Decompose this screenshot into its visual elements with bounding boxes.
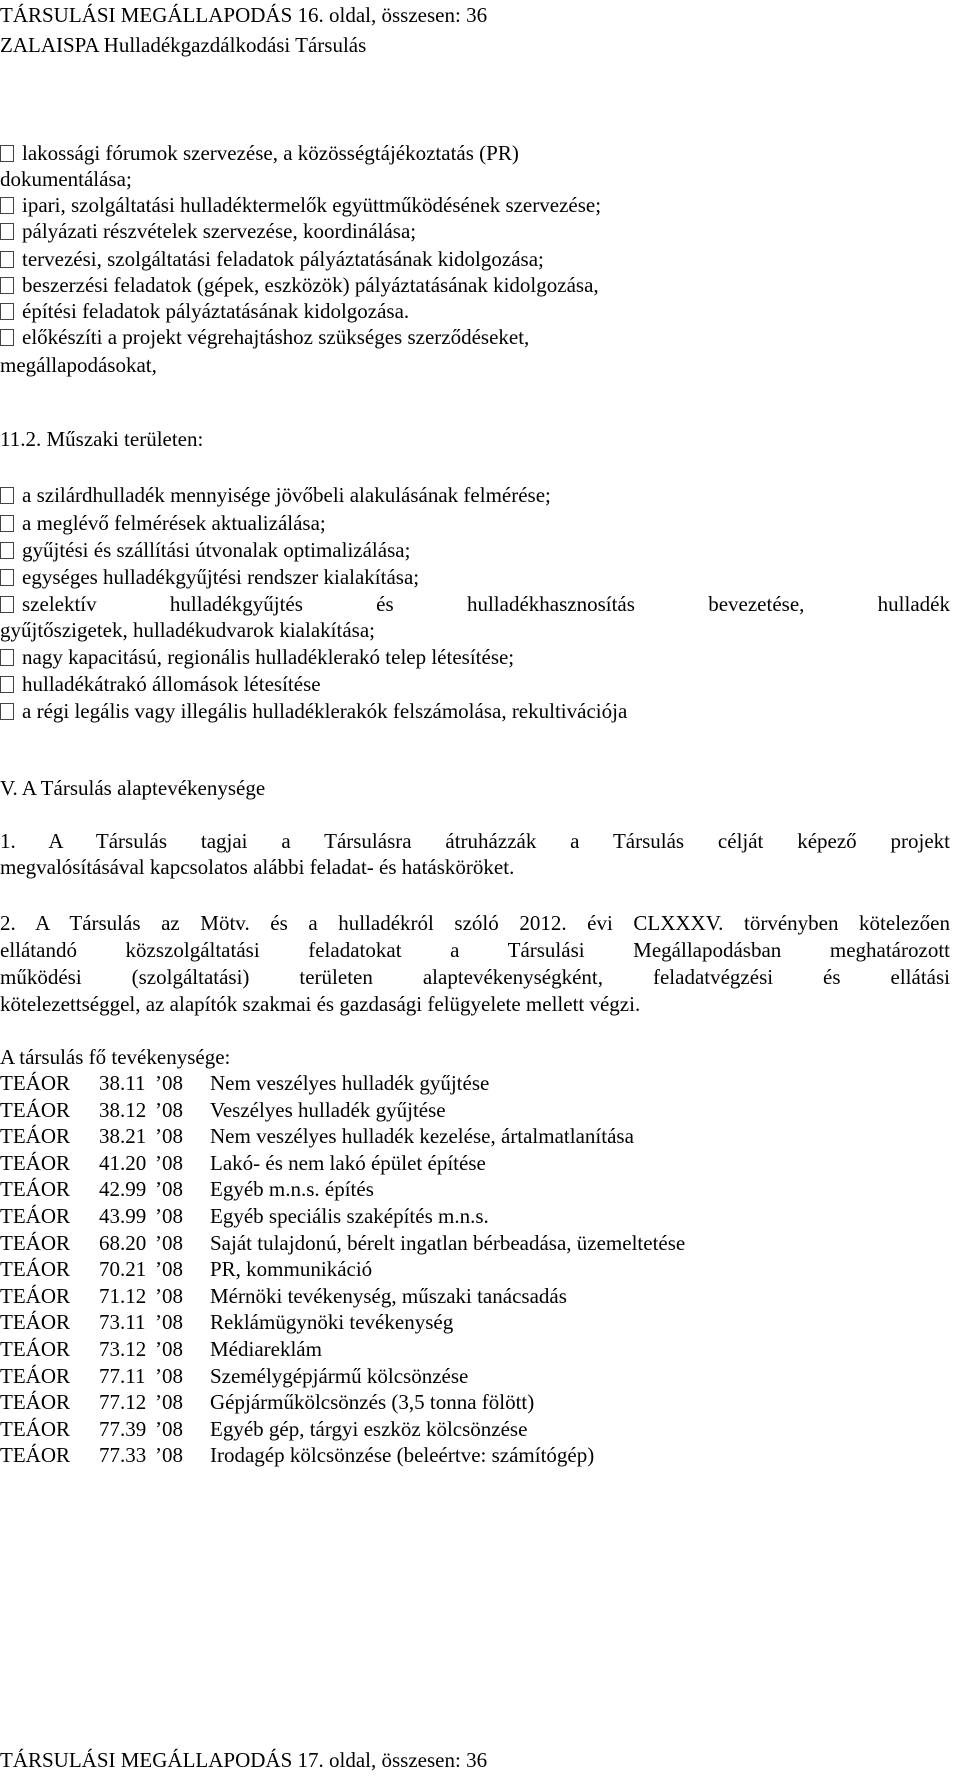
teaor-desc: Egyéb speciális szaképítés m.n.s. bbox=[210, 1204, 489, 1228]
teaor-code: TEÁOR bbox=[0, 1337, 70, 1361]
teaor-num: 38.21 bbox=[99, 1124, 147, 1148]
teaor-num: 70.21 bbox=[99, 1257, 147, 1281]
list-item-continuation: megállapodásokat, bbox=[0, 353, 157, 377]
checkbox-bullet-icon bbox=[0, 329, 14, 346]
teaor-num: 42.99 bbox=[99, 1177, 147, 1201]
list-item: előkészíti a projekt végrehajtáshoz szükséges szerződéseket, bbox=[0, 324, 529, 350]
teaor-num: 73.12 bbox=[99, 1337, 147, 1361]
checkbox-bullet-icon bbox=[0, 145, 14, 162]
teaor-row bbox=[0, 1150, 486, 1176]
teaor-row bbox=[0, 1309, 453, 1335]
teaor-num: 77.11 bbox=[99, 1364, 146, 1388]
checkbox-bullet-icon bbox=[0, 277, 14, 294]
checkbox-bullet-icon bbox=[0, 197, 14, 214]
teaor-yr: ’08 bbox=[155, 1151, 183, 1175]
list-item: szelektív hulladékgyűjtés és hulladékhasznosítás bevezetése, hulladék bbox=[0, 591, 950, 617]
checkbox-bullet-icon bbox=[0, 649, 14, 666]
teaor-yr: ’08 bbox=[155, 1364, 183, 1388]
teaor-desc: Egyéb gép, tárgyi eszköz kölcsönzése bbox=[210, 1417, 528, 1441]
list-item: egységes hulladékgyűjtési rendszer kialakítása; bbox=[0, 564, 419, 590]
checkbox-bullet-icon bbox=[0, 303, 14, 320]
list-item: a régi legális vagy illegális hulladéklerakók felszámolása, rekultivációja bbox=[0, 698, 627, 724]
teaor-row bbox=[0, 1363, 468, 1389]
teaor-row bbox=[0, 1416, 527, 1442]
teaor-desc: Médiareklám bbox=[210, 1337, 322, 1361]
teaor-desc: Gépjárműkölcsönzés (3,5 tonna fölött) bbox=[210, 1390, 535, 1414]
teaor-code: TEÁOR bbox=[0, 1390, 70, 1414]
teaor-num: 73.11 bbox=[99, 1310, 146, 1334]
teaor-code: TEÁOR bbox=[0, 1177, 70, 1201]
teaor-num: 71.12 bbox=[99, 1284, 147, 1308]
page-header-line2: ZALAISPA Hulladékgazdálkodási Társulás bbox=[0, 33, 367, 57]
teaor-yr: ’08 bbox=[155, 1124, 183, 1148]
teaor-yr: ’08 bbox=[155, 1337, 183, 1361]
teaor-row bbox=[0, 1123, 634, 1149]
section-heading-V: V. A Társulás alaptevékenysége bbox=[0, 776, 266, 800]
checkbox-bullet-icon bbox=[0, 487, 14, 504]
teaor-yr: ’08 bbox=[155, 1417, 183, 1441]
teaor-code: TEÁOR bbox=[0, 1124, 70, 1148]
teaor-desc: Saját tulajdonú, bérelt ingatlan bérbeadása, üzemeltetése bbox=[210, 1231, 686, 1255]
checkbox-bullet-icon bbox=[0, 251, 14, 268]
teaor-row bbox=[0, 1203, 489, 1229]
paragraph-2-line: kötelezettséggel, az alapítók szakmai és gazdasági felügyelete mellett végzi. bbox=[0, 992, 641, 1016]
paragraph-2-line: működési (szolgáltatási) területen alaptevékenységként, feladatvégzési és ellátási bbox=[0, 965, 950, 989]
teaor-row bbox=[0, 1283, 567, 1309]
teaor-desc: Lakó- és nem lakó épület építése bbox=[210, 1151, 486, 1175]
list-item-continuation: gyűjtőszigetek, hulladékudvarok kialakítása; bbox=[0, 618, 375, 642]
paragraph-2-line: 2. A Társulás az Mötv. és a hulladékról szóló 2012. évi CLXXXV. törvényben kötelezően bbox=[0, 911, 950, 935]
teaor-num: 38.11 bbox=[99, 1071, 146, 1095]
main-activity-title: A társulás fő tevékenysége: bbox=[0, 1045, 231, 1069]
checkbox-bullet-icon bbox=[0, 703, 14, 720]
list-item: tervezési, szolgáltatási feladatok pályáztatásának kidolgozása; bbox=[0, 246, 544, 272]
teaor-desc: Nem veszélyes hulladék kezelése, ártalmatlanítása bbox=[210, 1124, 634, 1148]
teaor-desc: Mérnöki tevékenység, műszaki tanácsadás bbox=[210, 1284, 567, 1308]
teaor-code: TEÁOR bbox=[0, 1284, 70, 1308]
teaor-row bbox=[0, 1070, 489, 1096]
teaor-yr: ’08 bbox=[155, 1257, 183, 1281]
list-item: a szilárdhulladék mennyisége jövőbeli alakulásának felmérése; bbox=[0, 482, 551, 508]
teaor-num: 77.12 bbox=[99, 1390, 147, 1414]
teaor-desc: Irodagép kölcsönzése (beleértve: számítógép) bbox=[210, 1443, 595, 1467]
teaor-code: TEÁOR bbox=[0, 1071, 70, 1095]
teaor-code: TEÁOR bbox=[0, 1364, 70, 1388]
teaor-desc: Egyéb m.n.s. építés bbox=[210, 1177, 374, 1201]
teaor-desc: PR, kommunikáció bbox=[210, 1257, 373, 1281]
teaor-row bbox=[0, 1097, 446, 1123]
paragraph-1-line: megvalósításával kapcsolatos alábbi feladat- és hatásköröket. bbox=[0, 855, 515, 879]
list-item-continuation: dokumentálása; bbox=[0, 167, 132, 191]
teaor-num: 77.33 bbox=[99, 1443, 147, 1467]
teaor-code: TEÁOR bbox=[0, 1417, 70, 1441]
teaor-yr: ’08 bbox=[155, 1098, 183, 1122]
teaor-num: 68.20 bbox=[99, 1231, 147, 1255]
checkbox-bullet-icon bbox=[0, 223, 14, 240]
teaor-row bbox=[0, 1176, 374, 1202]
teaor-num: 77.39 bbox=[99, 1417, 147, 1441]
teaor-row bbox=[0, 1336, 322, 1362]
list-item: nagy kapacitású, regionális hulladéklerakó telep létesítése; bbox=[0, 644, 514, 670]
checkbox-bullet-icon bbox=[0, 542, 14, 559]
list-item: gyűjtési és szállítási útvonalak optimalizálása; bbox=[0, 537, 410, 563]
teaor-row bbox=[0, 1442, 594, 1468]
paragraph-1-line: 1. A Társulás tagjai a Társulásra átruházzák a Társulás célját képező projekt bbox=[0, 829, 950, 853]
teaor-yr: ’08 bbox=[155, 1443, 183, 1467]
list-item: beszerzési feladatok (gépek, eszközök) pályáztatásának kidolgozása, bbox=[0, 272, 599, 298]
list-item: hulladékátrakó állomások létesítése bbox=[0, 671, 321, 697]
page-footer: TÁRSULÁSI MEGÁLLAPODÁS 17. oldal, összesen: 36 bbox=[0, 1748, 488, 1772]
teaor-code: TEÁOR bbox=[0, 1257, 70, 1281]
paragraph-2-line: ellátandó közszolgáltatási feladatokat a Társulási Megállapodásban meghatározott bbox=[0, 938, 950, 962]
teaor-row bbox=[0, 1230, 685, 1256]
teaor-code: TEÁOR bbox=[0, 1204, 70, 1228]
teaor-row bbox=[0, 1256, 372, 1282]
teaor-yr: ’08 bbox=[155, 1071, 183, 1095]
teaor-yr: ’08 bbox=[155, 1231, 183, 1255]
teaor-yr: ’08 bbox=[155, 1310, 183, 1334]
list-item: a meglévő felmérések aktualizálása; bbox=[0, 510, 326, 536]
teaor-desc: Nem veszélyes hulladék gyűjtése bbox=[210, 1071, 490, 1095]
list-item: pályázati részvételek szervezése, koordinálása; bbox=[0, 218, 416, 244]
teaor-yr: ’08 bbox=[155, 1390, 183, 1414]
teaor-num: 38.12 bbox=[99, 1098, 147, 1122]
teaor-code: TEÁOR bbox=[0, 1443, 70, 1467]
page-header-line1: TÁRSULÁSI MEGÁLLAPODÁS 16. oldal, összesen: 36 bbox=[0, 3, 488, 27]
list-item: építési feladatok pályáztatásának kidolgozása. bbox=[0, 298, 409, 324]
teaor-code: TEÁOR bbox=[0, 1151, 70, 1175]
teaor-desc: Személygépjármű kölcsönzése bbox=[210, 1364, 469, 1388]
teaor-row bbox=[0, 1389, 534, 1415]
list-item: ipari, szolgáltatási hulladéktermelők együttműködésének szervezése; bbox=[0, 192, 601, 218]
section-heading-11-2: 11.2. Műszaki területen: bbox=[0, 427, 204, 451]
teaor-code: TEÁOR bbox=[0, 1231, 70, 1255]
teaor-num: 41.20 bbox=[99, 1151, 147, 1175]
checkbox-bullet-icon bbox=[0, 515, 14, 532]
teaor-yr: ’08 bbox=[155, 1284, 183, 1308]
teaor-num: 43.99 bbox=[99, 1204, 147, 1228]
checkbox-bullet-icon bbox=[0, 676, 14, 693]
list-item: lakossági fórumok szervezése, a közösségtájékoztatás (PR) bbox=[0, 140, 519, 166]
checkbox-bullet-icon bbox=[0, 596, 14, 613]
teaor-code: TEÁOR bbox=[0, 1098, 70, 1122]
teaor-yr: ’08 bbox=[155, 1204, 183, 1228]
checkbox-bullet-icon bbox=[0, 569, 14, 586]
teaor-desc: Reklámügynöki tevékenység bbox=[210, 1310, 454, 1334]
teaor-code: TEÁOR bbox=[0, 1310, 70, 1334]
teaor-yr: ’08 bbox=[155, 1177, 183, 1201]
teaor-desc: Veszélyes hulladék gyűjtése bbox=[210, 1098, 446, 1122]
